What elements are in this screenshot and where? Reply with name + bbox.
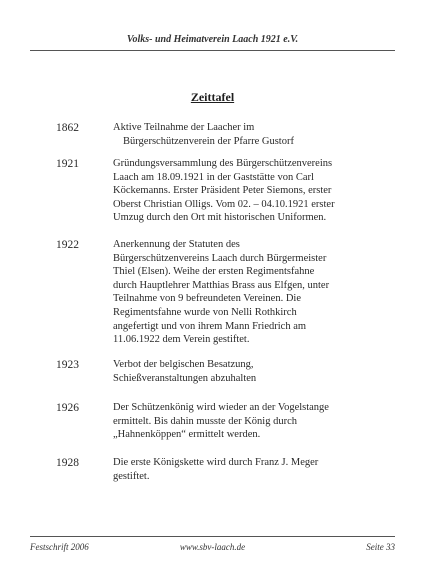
entry-line: Die erste Königskette wird durch Franz J. Meger — [113, 457, 319, 468]
entry-line: „Hahnenköppen“ ermittelt werden. — [113, 429, 261, 441]
entry-text — [113, 238, 371, 347]
entry-line: Umzug durch den Ort mit historischen Uniformen. — [113, 212, 327, 224]
entry-line: Bürgerschützenverein der Pfarre Gustorf — [123, 135, 294, 147]
footer-website: www.sbv-laach.de — [179, 542, 246, 552]
entry-line: Regimentsfahne wurde von Nelli Rothkirch — [113, 306, 297, 318]
entry-text — [113, 401, 371, 442]
entry-line: Schießveranstaltungen abzuhalten — [113, 372, 257, 384]
entry-line: Gründungsversammlung des Bürgerschützenvereins — [113, 158, 333, 169]
entry-line: Aktive Teilnahme der Laacher im — [113, 122, 255, 133]
entry-text — [113, 121, 371, 148]
entry-year: 1921 — [56, 158, 79, 170]
entry-year: 1923 — [56, 359, 79, 371]
entry-line: durch Hauptlehrer Matthias Brass aus Elfgen, unter — [113, 279, 330, 291]
entry-line: 11.06.1922 dem Verein gestiftet. — [113, 334, 250, 346]
entry-year: 1928 — [56, 457, 79, 469]
entry-text — [113, 358, 371, 385]
entry-line: Teilnahme von 9 befreundeten Vereinen. Die — [113, 293, 302, 305]
entry-line: ermittelt. Bis dahin musste der König durch — [113, 415, 298, 427]
entry-text — [113, 157, 371, 225]
footer-page-number: Seite 33 — [366, 542, 395, 552]
footer-rule — [30, 536, 395, 537]
entry-year: 1926 — [56, 402, 79, 414]
entry-line: Bürgerschützenvereins Laach durch Bürgermeister — [113, 252, 327, 264]
entry-line: Der Schützenkönig wird wieder an der Vogelstange — [113, 402, 329, 413]
entry-line: Thiel (Elsen). Weihe der ersten Regimentsfahne — [113, 266, 315, 278]
page-title: Zeittafel — [190, 90, 235, 104]
entry-line: Laach am 18.09.1921 in der Gaststätte von Carl — [113, 171, 314, 183]
entry-line: gestiftet. — [113, 470, 150, 482]
entry-text — [113, 456, 371, 483]
entry-line: Verbot der belgischen Besatzung, — [113, 359, 254, 370]
entry-line: angefertigt und von ihrem Mann Friedrich am — [113, 320, 307, 332]
entry-year: 1862 — [56, 122, 79, 134]
document-header: Volks- und Heimatverein Laach 1921 e.V. — [126, 34, 299, 45]
footer-publication: Festschrift 2006 — [30, 542, 89, 552]
entry-line: Anerkennung der Statuten des — [113, 239, 240, 250]
entry-line: Köckemanns. Erster Präsident Peter Siemons, erster — [113, 185, 332, 197]
entry-year: 1922 — [56, 239, 79, 251]
entry-line: Oberst Christian Olligs. Vom 02. – 04.10.1921 erster — [113, 198, 335, 210]
